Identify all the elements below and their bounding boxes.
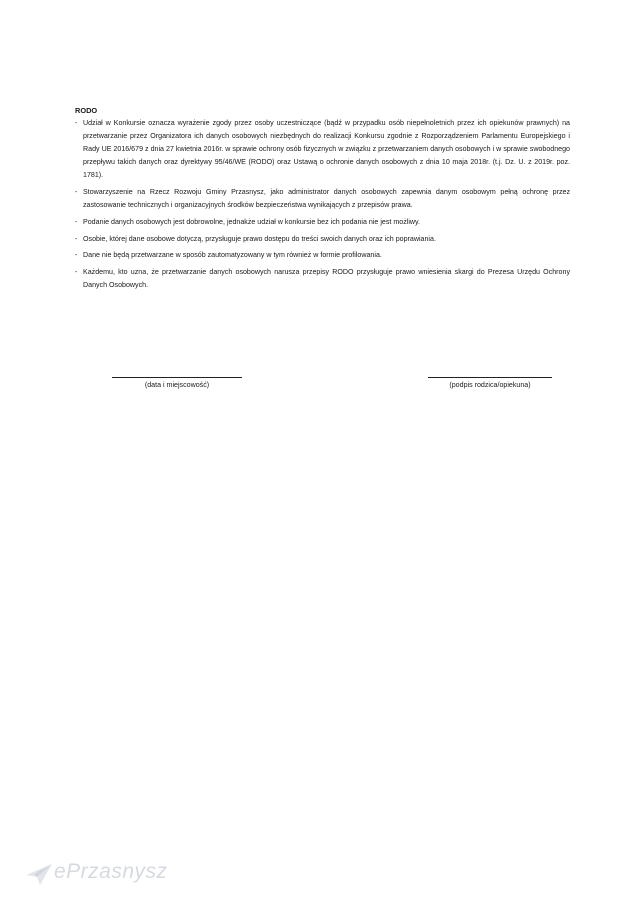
- list-item: [75, 249, 570, 262]
- clause-text: Udział w Konkursie oznacza wyrażenie zgody przez osoby uczestniczące (bądź w przypadku osób niepełnoletnich przez ich opiekunów prawnych) na przetwarzanie przez Organizatora ich danych osobowych niezbędnych do realizacji Konkursu zgodnie z Rozporządzeniem Parlamentu Europejskiego i Rady UE 2016/679 z dnia 27 kwietnia 2016r. w sprawie ochrony osób fizycznych w związku z przetwarzaniem danych osobowych i w sprawie swobodnego przepływu takich danych oraz dyrektywy 95/46/WE (RODO) oraz Ustawą o ochronie danych osobowych z dnia 10 maja 2018r. (t.j. Dz. U. z 2019r. poz. 1781).: [83, 119, 570, 180]
- rodo-section: [75, 104, 570, 296]
- list-item: [75, 266, 570, 292]
- eprzasnysz-watermark: [24, 858, 168, 888]
- list-item: [75, 233, 570, 246]
- guardian-signature-field: [428, 377, 552, 390]
- list-item: [75, 186, 570, 212]
- clause-text: Stowarzyszenie na Rzecz Rozwoju Gminy Przasnysz, jako administrator danych osobowych zapewnia danym osobowym pełną ochronę przez zastosowanie technicznych i organizacyjnych środków bezpieczeństwa wynikających z przepisów prawa.: [83, 188, 570, 210]
- bullet-dash: -: [75, 188, 78, 197]
- bullet-dash: -: [75, 234, 78, 243]
- clause-text: Każdemu, kto uzna, że przetwarzanie danych osobowych narusza przepisy RODO przysługuje prawo wniesienia skargi do Prezesa Urzędu Ochrony Danych Osobowych.: [83, 267, 570, 289]
- bullet-dash: -: [75, 251, 78, 260]
- watermark-text: ePrzasnysz: [54, 860, 168, 883]
- bullet-dash: -: [75, 267, 78, 276]
- signature-line: [112, 377, 242, 378]
- list-item: [75, 117, 570, 182]
- clause-text: Osobie, której dane osobowe dotyczą, przysługuje prawo dostępu do treści swoich danych oraz ich poprawiania.: [83, 234, 436, 243]
- rodo-clauses-list: [75, 117, 570, 292]
- bullet-dash: -: [75, 119, 78, 127]
- date-place-label: (data i miejscowość): [144, 381, 210, 389]
- clause-text: Dane nie będą przetwarzane w sposób zautomatyzowany w tym również w formie profilowania.: [83, 251, 382, 260]
- section-heading: RODO: [75, 106, 98, 115]
- date-place-signature-field: [112, 377, 242, 390]
- clause-text: Podanie danych osobowych jest dobrowolne, jednakże udział w konkursie bez ich podania nie jest możliwy.: [83, 217, 421, 226]
- signature-line: [428, 377, 552, 378]
- list-item: [75, 216, 570, 229]
- guardian-signature-label: (podpis rodzica/opiekuna): [449, 381, 531, 389]
- bullet-dash: -: [75, 217, 78, 226]
